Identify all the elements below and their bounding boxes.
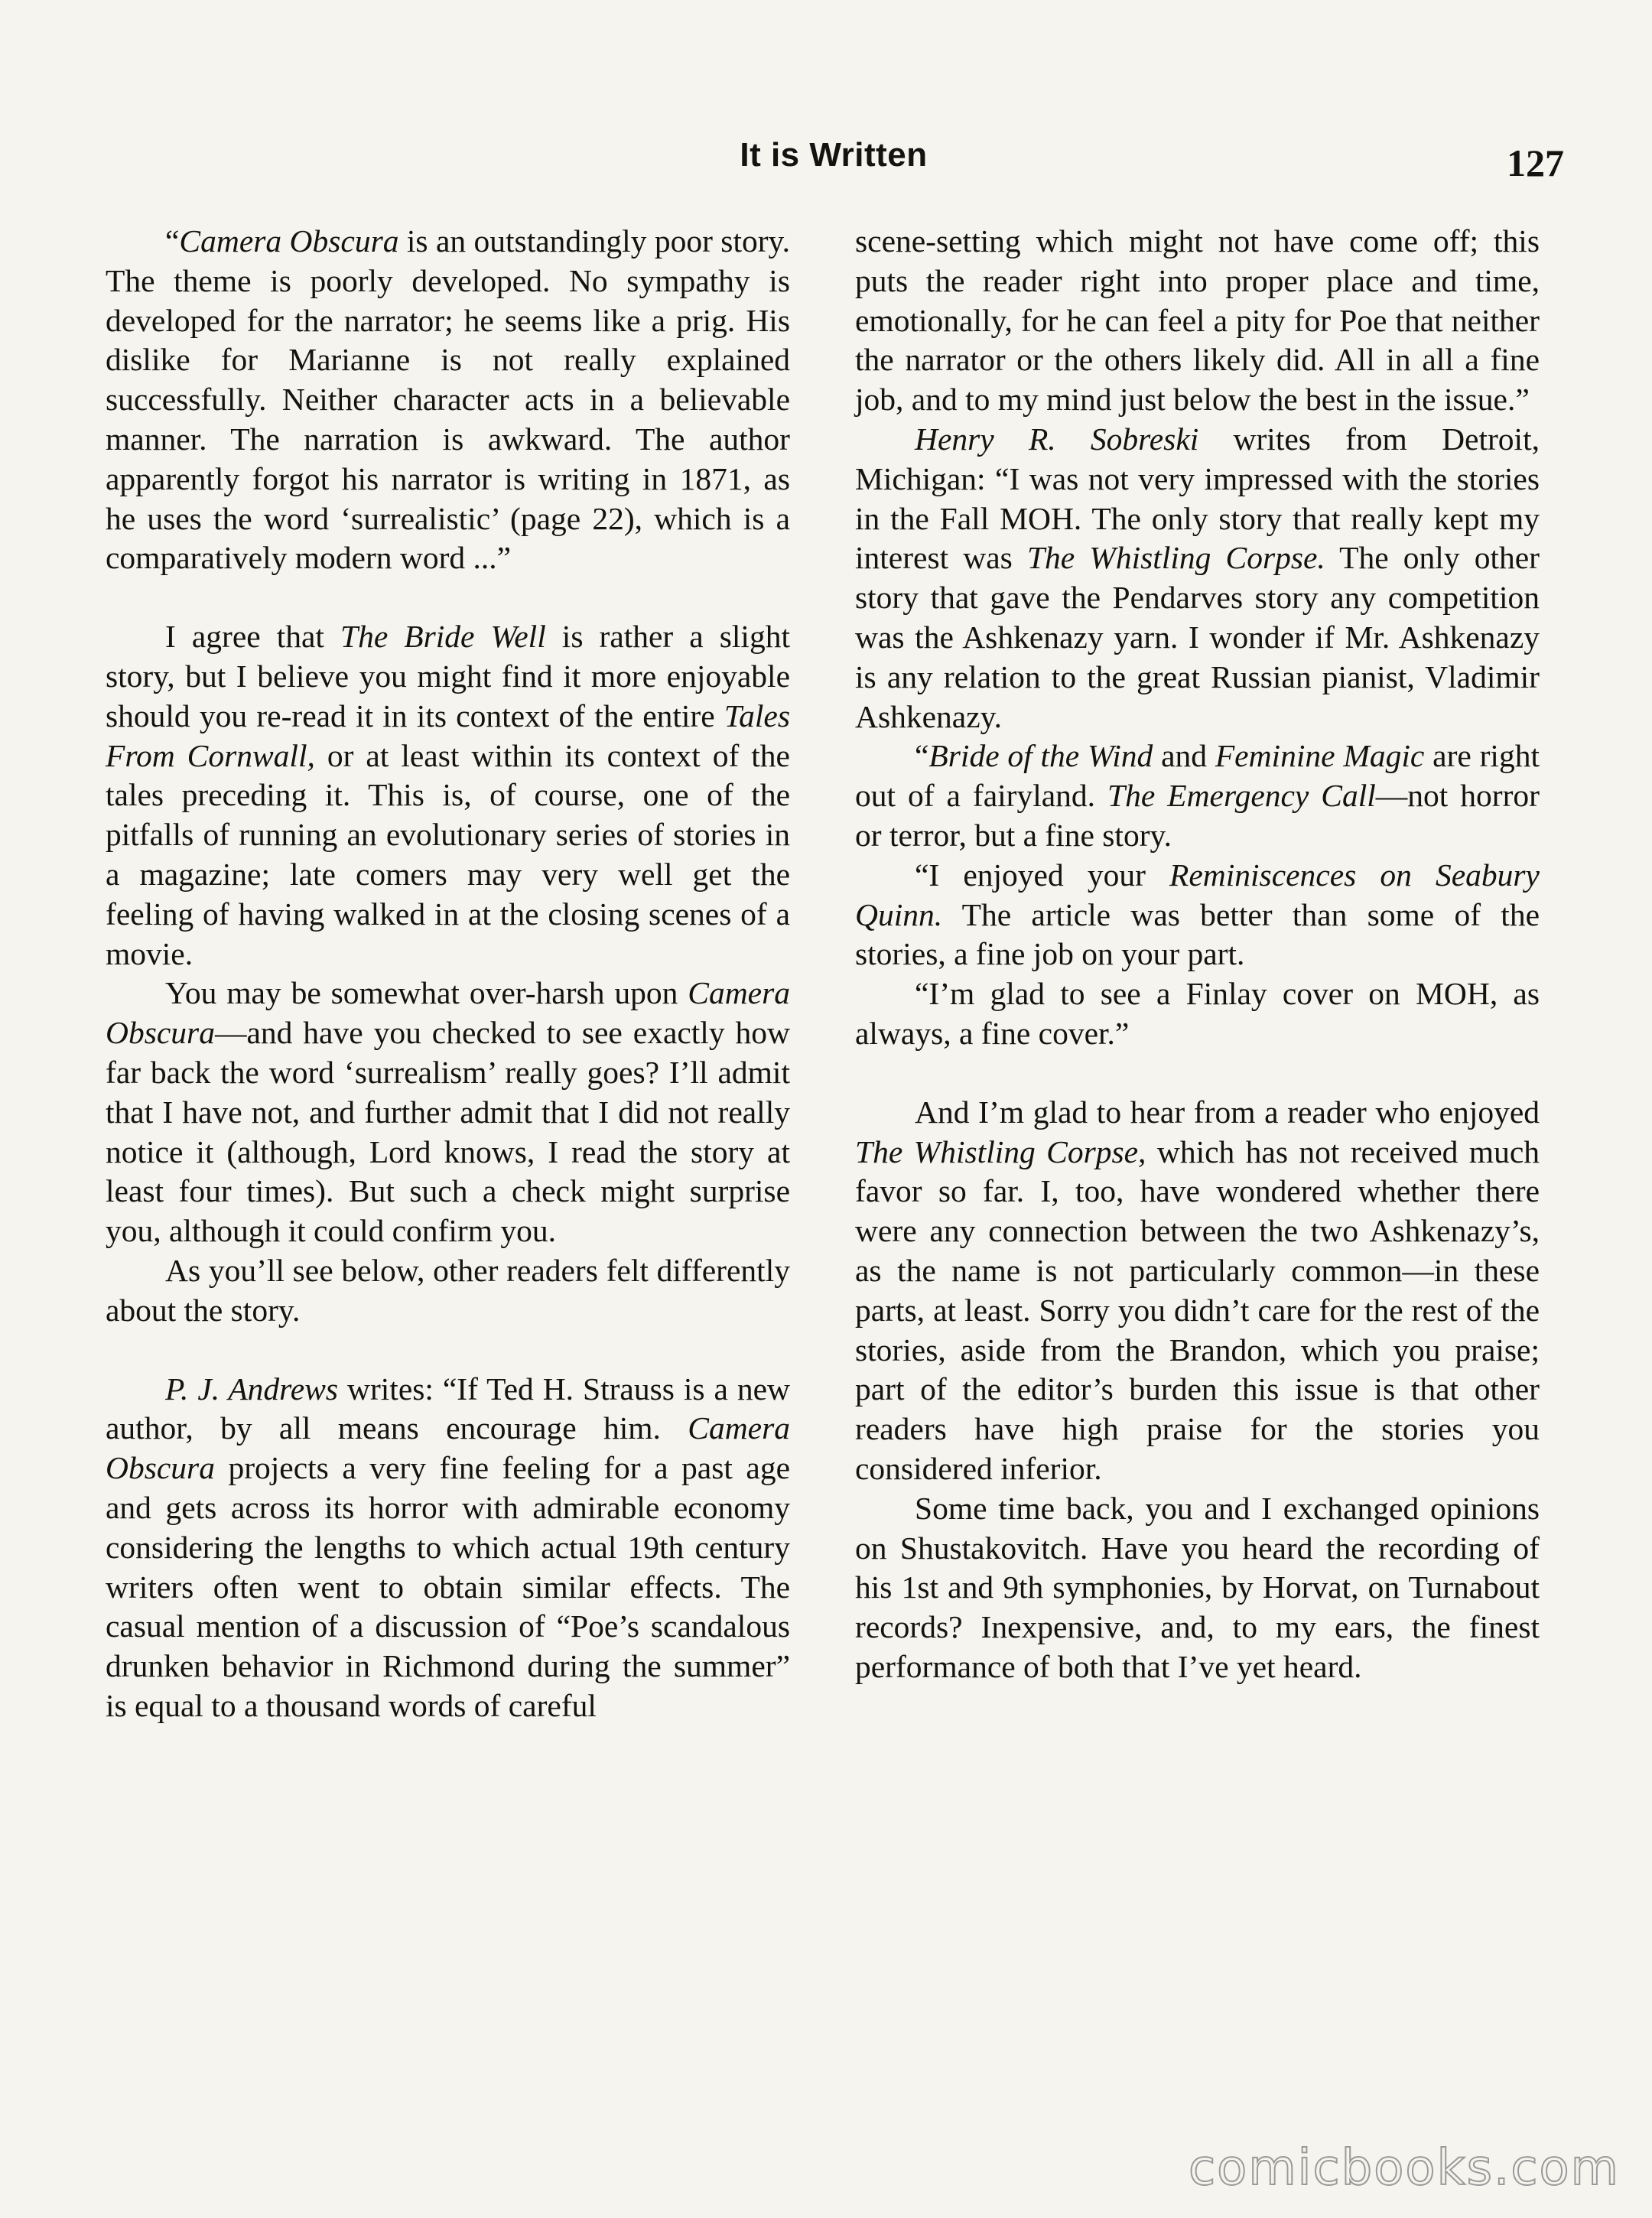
paragraph-text: which has not received much favor so far. I, too, have wondered whether there were any connection between the two Ashkenazy’s, as the name is not particularly common—in these parts, at least. Sorry you didn’t care for the rest of the stories, aside from the Brandon, which you praise; part of the editor’s burden this issue is that other readers have high praise for the stories you considered inferior. [855, 1133, 1540, 1486]
paragraph [855, 856, 1540, 974]
italic-title-text: The Emergency Call [1107, 778, 1376, 814]
paragraph-text: “I’m glad to see a Finlay cover on MOH, as always, a fine cover.” [855, 976, 1540, 1051]
italic-title-text: Camera Obscura [179, 223, 399, 259]
italic-title-text: The Bride Well [340, 619, 546, 655]
paragraph-text: projects a very fine feeling for a past age and gets across its horror with admirable economy considering the lengths to which actual 19th century writers often went to obtain similar effects. The casual mention of a discussion of “Poe’s scandalous drunken behavior in Richmond during the summer” is equal to a thousand words of careful [106, 1450, 790, 1723]
paragraph-text: —not horror or terror, but a fine story. [855, 778, 1540, 853]
paragraph-text: Some time back, you and I exchanged opinions on Shustakovitch. Have you heard the recording of his 1st and 9th symphonies, by Horvat, on Turnabout records? Inexpensive, and, to my ears, the finest performance of both that I’ve yet heard. [855, 1490, 1540, 1684]
paragraph-text: “ [165, 223, 180, 259]
paragraph [106, 1251, 790, 1331]
paragraph [855, 1093, 1540, 1489]
paragraph-text: “I enjoyed your [915, 857, 1169, 893]
paragraph-text: writes: “If Ted H. Strauss is a new author, by all means encourage him. [106, 1371, 790, 1446]
italic-title-text: Camera Obscura [106, 975, 790, 1051]
italic-title-text: Henry R. Sobreski [915, 421, 1199, 457]
page-number: 127 [1507, 141, 1564, 184]
italic-title-text: Bride of the Wind [928, 738, 1153, 774]
paragraph-text: and [1153, 738, 1215, 774]
paragraph-text: writes from Detroit, Michigan: “I was not very impressed with the stories in the Fall MOH. The only story that really kept my interest was [855, 421, 1540, 576]
header-title: It is Written [740, 136, 928, 174]
italic-title-text: P. J. Andrews [165, 1371, 339, 1407]
paragraph [855, 222, 1540, 420]
paragraph-text: is an outstandingly poor story. The theme is poorly developed. No sympathy is developed for the narrator; he seems like a prig. His dislike for Marianne is not really explained successfully. Neither character acts in a believable manner. The narration is awkward. The author apparently forgot his narrator is writing in 1871, as he uses the word ‘surrealistic’ (page 22), which is a comparatively modern word ...” [106, 223, 790, 576]
paragraph [106, 222, 790, 578]
paragraph [855, 1489, 1540, 1687]
right-text-column [855, 222, 1540, 1687]
paragraph-text: And I’m glad to hear from a reader who enjoyed [915, 1094, 1540, 1130]
paragraph [855, 420, 1540, 737]
paragraph-text: scene-setting which might not have come off; this puts the reader right into proper place and time, emotionally, for he can feel a pity for Poe that neither the narrator or the others likely did. All in all a fine job, and to my mind just below the best in the issue.” [855, 223, 1540, 418]
paragraph-text: You may be somewhat over-harsh upon [165, 975, 688, 1011]
paragraph-text: is rather a slight story, but I believe you might find it more enjoyable should you re-read it in its context of the entire [106, 619, 790, 733]
italic-title-text: Camera Obscura [106, 1410, 790, 1486]
italic-title-text: The Whistling Corpse. [1026, 540, 1325, 576]
paragraph-text: are right out of a fairyland. [855, 738, 1540, 814]
italic-title-text: The Whistling Corpse, [855, 1133, 1146, 1169]
paragraph [855, 974, 1540, 1054]
paragraph [855, 737, 1540, 855]
paragraph-text: I agree that [165, 619, 340, 655]
paragraph-text: As you’ll see below, other readers felt differently about the story. [106, 1252, 790, 1328]
paragraph [106, 617, 790, 974]
paragraph [106, 1370, 790, 1726]
italic-title-text: Reminiscences on Seabury Quinn. [855, 857, 1540, 932]
italic-title-text: Tales From Cornwall, [106, 698, 790, 773]
running-header [103, 136, 1564, 197]
paragraph-text: The article was better than some of the stories, a fine job on your part. [855, 896, 1540, 972]
italic-title-text: Feminine Magic [1215, 738, 1425, 774]
paragraph [106, 974, 790, 1251]
left-text-column [106, 222, 790, 1726]
watermark-logo: comicbooks.com [1188, 2140, 1620, 2197]
paragraph-text: —and have you checked to see exactly how far back the word ‘surrealism’ really goes? I’ll admit that I have not, and further admit that I did not really notice it (although, Lord knows, I read the story at least four times). But such a check might surprise you, although it could confirm you. [106, 1015, 790, 1249]
paragraph-text: or at least within its context of the tales preceding it. This is, of course, one of the pitfalls of running an evolutionary series of stories in a magazine; late comers may very well get the feeling of having walked in at the closing scenes of a movie. [106, 737, 790, 971]
paragraph-text: “ [915, 738, 929, 774]
paragraph-text: The only other story that gave the Pendarves story any competition was the Ashkenazy yarn. I wonder if Mr. Ashkenazy is any relation to the great Russian pianist, Vladimir Ashkenazy. [855, 540, 1540, 734]
